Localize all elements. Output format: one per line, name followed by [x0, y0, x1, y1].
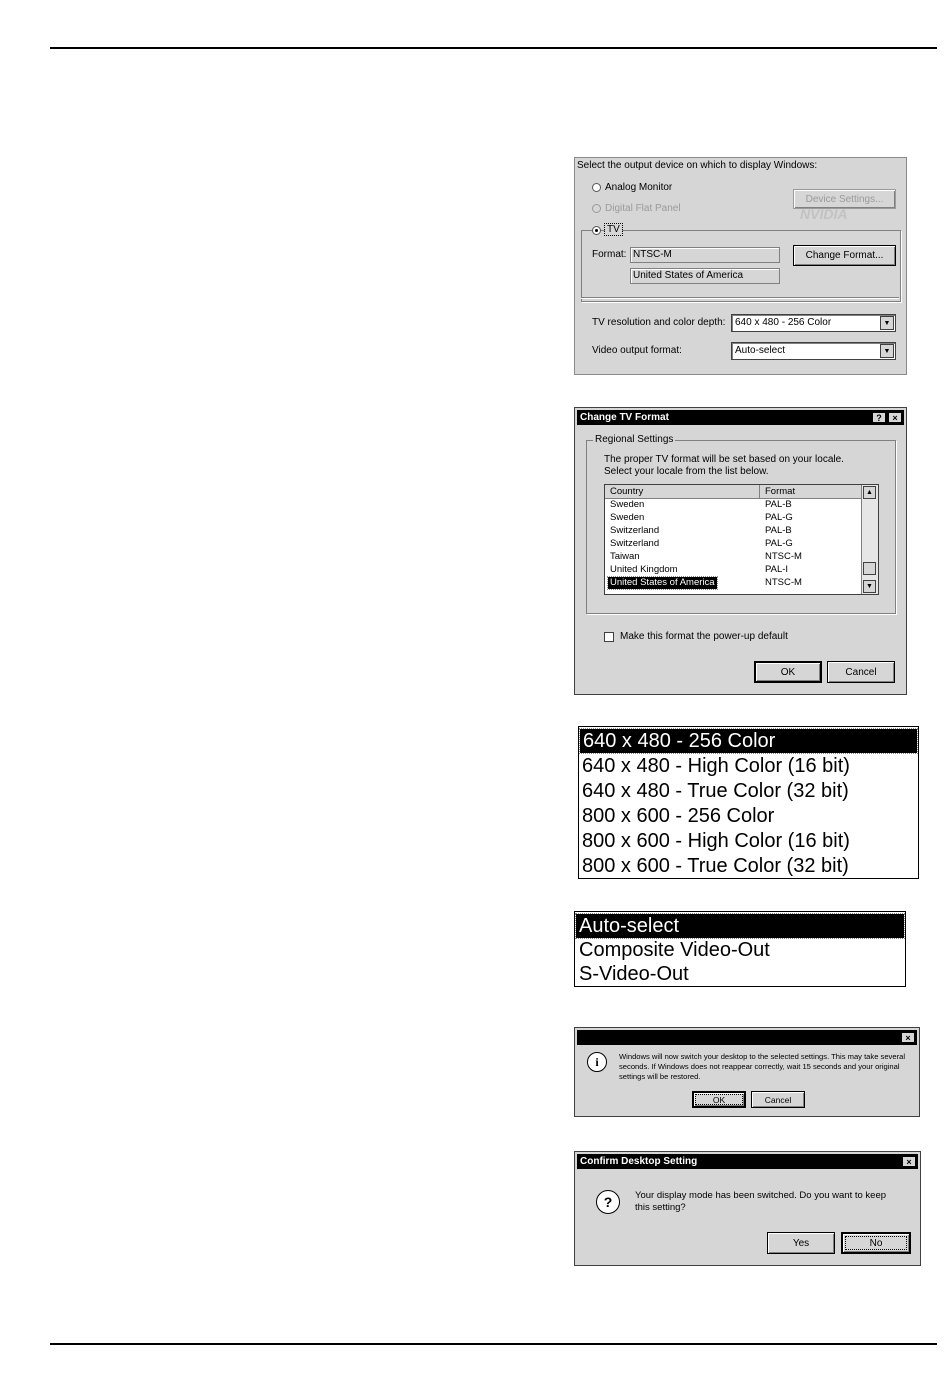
row-format: PAL-I: [765, 564, 789, 575]
dialog-title-bar: [577, 1030, 917, 1045]
resolution-dropdown-list[interactable]: [578, 726, 919, 879]
device-settings-button[interactable]: Device Settings...: [793, 189, 896, 209]
tv-resolution-combo[interactable]: [731, 314, 896, 332]
list-header: [605, 485, 861, 499]
chevron-down-icon[interactable]: ▼: [880, 316, 894, 330]
resolution-option[interactable]: 800 x 600 - High Color (16 bit): [582, 830, 850, 852]
question-icon: ?: [596, 1190, 620, 1214]
message-line-1: Your display mode has been switched. Do you want to keep: [635, 1190, 887, 1201]
country-value: United States of America: [630, 268, 780, 284]
dialog-title-bar: [577, 410, 904, 425]
change-tv-format-dialog: [574, 407, 907, 695]
format-value: NTSC-M: [630, 247, 780, 263]
row-format: PAL-B: [765, 525, 792, 536]
radio-digital-flat-panel[interactable]: [592, 204, 601, 213]
cancel-button[interactable]: Cancel: [827, 661, 895, 683]
row-country: Sweden: [610, 499, 645, 510]
info-icon: i: [587, 1052, 607, 1072]
description-line-2: Select your locale from the list below.: [604, 466, 769, 477]
bottom-rule: [50, 1343, 937, 1345]
resolution-option-selected[interactable]: 640 x 480 - 256 Color: [580, 729, 917, 753]
output-device-panel: [574, 157, 907, 375]
scroll-down-icon[interactable]: ▼: [863, 580, 876, 593]
radio-analog-monitor[interactable]: [592, 183, 601, 192]
change-format-button[interactable]: Change Format...: [793, 245, 896, 266]
row-country: United Kingdom: [610, 564, 678, 575]
close-icon[interactable]: ×: [902, 1156, 916, 1167]
video-output-option[interactable]: Composite Video-Out: [579, 939, 770, 961]
regional-settings-label: Regional Settings: [595, 434, 674, 445]
separator: [581, 297, 899, 298]
yes-button[interactable]: Yes: [767, 1232, 835, 1254]
video-output-label: Video output format:: [592, 345, 682, 356]
tv-group-box: [581, 230, 901, 302]
row-format: PAL-B: [765, 499, 792, 510]
power-up-default-label: Make this format the power-up default: [620, 631, 788, 642]
resolution-option[interactable]: 640 x 480 - High Color (16 bit): [582, 755, 850, 777]
output-prompt: Select the output device on which to display Windows:: [577, 160, 818, 171]
confirm-desktop-dialog: [574, 1151, 921, 1266]
no-button[interactable]: No: [841, 1232, 911, 1254]
row-country: Sweden: [610, 512, 645, 523]
tv-resolution-value: 640 x 480 - 256 Color: [735, 317, 832, 328]
row-format: PAL-G: [765, 538, 793, 549]
ok-button[interactable]: OK: [754, 661, 822, 683]
dialog-title: Confirm Desktop Setting: [580, 1156, 698, 1167]
video-output-combo[interactable]: [731, 342, 896, 360]
chevron-down-icon[interactable]: ▼: [880, 344, 894, 358]
video-output-option[interactable]: S-Video-Out: [579, 963, 689, 985]
message-line-2: seconds. If Windows does not reappear correctly, wait 15 seconds and your original: [619, 1062, 900, 1071]
resolution-option[interactable]: 800 x 600 - True Color (32 bit): [582, 855, 849, 877]
tv-resolution-label: TV resolution and color depth:: [592, 317, 726, 328]
video-output-dropdown-list[interactable]: [574, 911, 906, 987]
row-format: NTSC-M: [765, 577, 802, 588]
row-country: Taiwan: [610, 551, 640, 562]
analog-monitor-label: Analog Monitor: [605, 182, 673, 193]
row-country: Switzerland: [610, 538, 660, 549]
resolution-option[interactable]: 800 x 600 - 256 Color: [582, 805, 775, 827]
description-line-1: The proper TV format will be set based on your locale.: [604, 454, 844, 465]
locale-list[interactable]: [604, 484, 879, 595]
close-icon[interactable]: ×: [901, 1032, 915, 1043]
nvidia-watermark: NVIDIA: [800, 206, 848, 222]
scrollbar[interactable]: [861, 485, 878, 594]
video-output-value: Auto-select: [735, 345, 786, 356]
digital-flat-panel-label: Digital Flat Panel: [605, 203, 681, 214]
power-up-default-checkbox[interactable]: [604, 632, 614, 642]
close-icon[interactable]: ×: [888, 412, 902, 423]
column-header-country[interactable]: Country: [610, 486, 644, 497]
top-rule: [50, 47, 937, 49]
row-format: PAL-G: [765, 512, 793, 523]
tv-label: TV: [607, 224, 620, 235]
message-line-1: Windows will now switch your desktop to the selected settings. This may take several: [619, 1052, 906, 1061]
format-label: Format:: [592, 249, 627, 260]
row-format: NTSC-M: [765, 551, 802, 562]
ok-button[interactable]: OK: [692, 1091, 746, 1108]
row-country: Switzerland: [610, 525, 660, 536]
resolution-option[interactable]: 640 x 480 - True Color (32 bit): [582, 780, 849, 802]
row-country: United States of America: [610, 577, 715, 588]
message-line-3: settings will be restored.: [619, 1072, 701, 1081]
dialog-title: Change TV Format: [580, 412, 669, 423]
dialog-title-bar: [577, 1154, 918, 1169]
column-header-format[interactable]: Format: [765, 486, 796, 497]
radio-tv[interactable]: [592, 226, 601, 235]
scroll-thumb[interactable]: [863, 562, 876, 575]
column-divider[interactable]: [759, 485, 760, 498]
video-output-option-selected[interactable]: Auto-select: [576, 914, 904, 938]
message-line-2: this setting?: [635, 1202, 686, 1213]
scroll-up-icon[interactable]: ▲: [863, 486, 876, 499]
switch-desktop-dialog: [574, 1027, 920, 1117]
help-icon[interactable]: ?: [872, 412, 886, 423]
cancel-button[interactable]: Cancel: [751, 1091, 805, 1108]
